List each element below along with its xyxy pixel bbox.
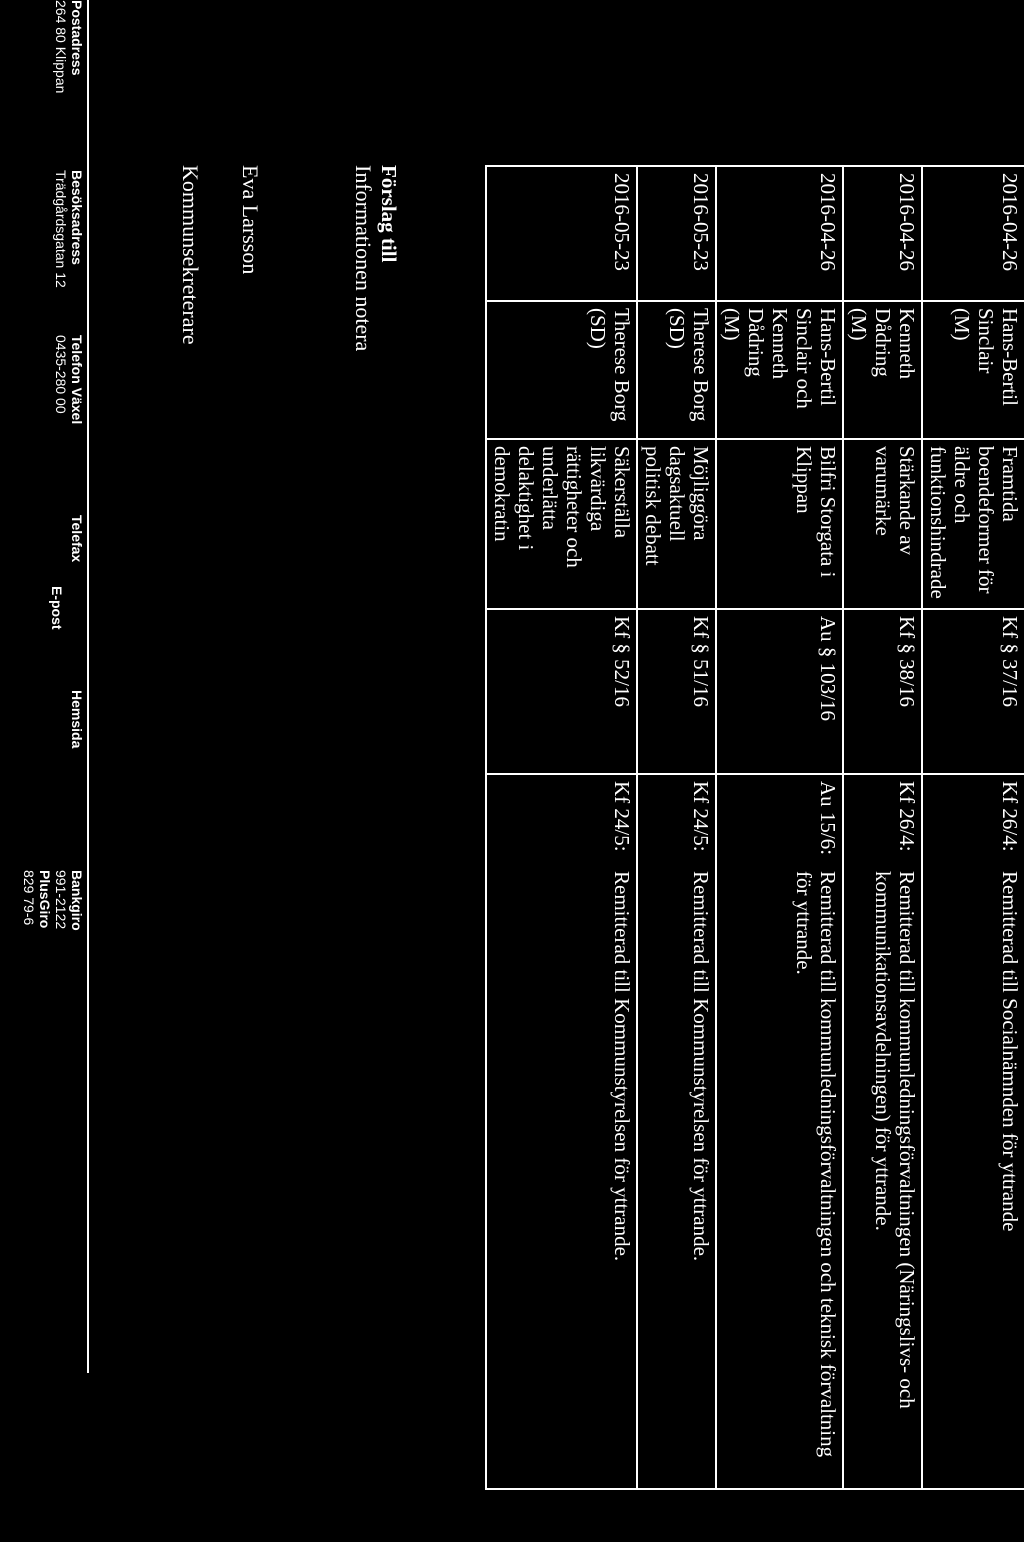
row-author: Hans-Bertil Sinclair och Kenneth Dådring (M)	[716, 301, 843, 439]
row-date: 2016-04-26	[843, 166, 922, 301]
action-text: Remitterad till Kommunstyrelsen för yttrande.	[610, 871, 634, 1262]
row-date: 2016-05-23	[486, 166, 637, 301]
row-subject: Stärkande av varumärke	[843, 439, 922, 609]
footer-label: PlusGiro	[37, 870, 53, 929]
footer-label: E-post	[49, 586, 65, 630]
signer-name: Eva Larsson	[238, 165, 263, 275]
row-author: Kenneth Dådring (M)	[843, 301, 922, 439]
row-reference: Kf § 52/16	[486, 609, 637, 774]
footer-value: 0435-280 00	[53, 335, 69, 414]
action-text: Remitterad till Socialnämnden för yttrande	[998, 871, 1022, 1232]
row-action	[637, 774, 716, 1489]
row-subject: Bilfri Storgata i Klippan	[716, 439, 843, 609]
row-author: Hans-Bertil Sinclair (M)	[922, 301, 1024, 439]
footer-giro	[21, 870, 85, 931]
row-reference: Kf § 38/16	[843, 609, 922, 774]
row-reference: Au § 103/16	[716, 609, 843, 774]
row-author: Therese Borg (SD)	[637, 301, 716, 439]
row-action	[922, 774, 1024, 1489]
row-date: 2016-05-23	[637, 166, 716, 301]
row-reference: Kf § 51/16	[637, 609, 716, 774]
row-action	[716, 774, 843, 1489]
action-text: Remitterad till kommunledningsförvaltningen och teknisk förvaltning för yttrande.	[792, 871, 840, 1458]
proposal-text: Informationen notera	[351, 165, 376, 352]
action-label: Kf 24/5:	[689, 781, 713, 852]
proposal-heading: Förslag till	[377, 165, 401, 263]
row-subject: Möjliggöra dagsaktuell politisk debatt	[637, 439, 716, 609]
footer-label: Postadress	[69, 0, 85, 76]
footer-value: 991-2122	[53, 870, 69, 930]
motions-table	[485, 165, 1024, 1490]
row-subject: Framtida boendeformer för äldre och funktionshindrade	[922, 439, 1024, 609]
action-label: Kf 26/4:	[895, 781, 919, 852]
footer-label: Besöksadress	[69, 170, 85, 265]
table-row	[716, 166, 843, 1489]
signer-role: Kommunsekreterare	[178, 165, 203, 345]
footer-label: Telefax	[69, 515, 85, 563]
row-author: Therese Borg (SD)	[486, 301, 637, 439]
footer-telefon	[53, 335, 85, 424]
action-text: Remitterad till Kommunstyrelsen för yttrande.	[689, 871, 713, 1262]
row-action	[843, 774, 922, 1489]
table-row	[843, 166, 922, 1489]
table-row	[486, 166, 637, 1489]
row-reference: Kf § 37/16	[922, 609, 1024, 774]
footer-label: Hemsida	[69, 690, 85, 749]
footer-value: 264 80 Klippan	[53, 0, 69, 94]
action-label: Kf 26/4:	[998, 781, 1022, 852]
proposal-section	[350, 165, 402, 351]
footer-postadress	[53, 0, 85, 93]
footer-hemsida	[69, 690, 85, 748]
footer-divider	[87, 0, 89, 1373]
action-label: Au 15/6:	[816, 781, 840, 856]
signature-block	[176, 165, 264, 345]
row-subject: Säkerställa likvärdiga rättigheter och underlätta delaktighet i demokratin	[486, 439, 637, 609]
footer-label: Telefon Växel	[69, 335, 85, 425]
row-action	[486, 774, 637, 1489]
action-label: Kf 24/5:	[610, 781, 634, 852]
footer-besoksadress	[53, 170, 85, 288]
footer-label: Bankgiro	[69, 870, 85, 931]
action-text: Remitterad till kommunledningsförvaltningen (Näringslivs- och kommunikationsavdelningen) för yttrande.	[871, 871, 919, 1409]
table-row	[922, 166, 1024, 1489]
footer-epost	[49, 586, 65, 630]
footer-value: 829 79-6	[21, 870, 37, 926]
row-date: 2016-04-26	[922, 166, 1024, 301]
row-date: 2016-04-26	[716, 166, 843, 301]
footer-telefax	[69, 515, 85, 562]
footer-value: Trädgårdsgatan 12	[53, 170, 69, 288]
table-row	[637, 166, 716, 1489]
footer	[0, 0, 85, 1542]
